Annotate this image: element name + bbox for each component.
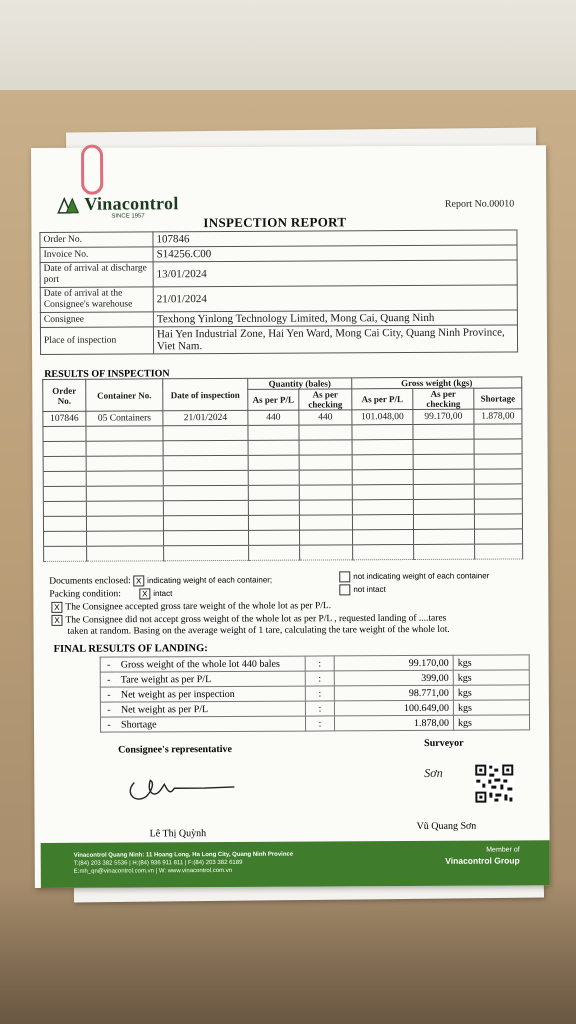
- consignee-rep-title: Consignee's representative: [118, 743, 232, 756]
- consignee-signature: [124, 762, 244, 808]
- checkbox-not-indicating-weight[interactable]: [339, 571, 350, 582]
- not-indicating-weight-label: not indicating weight of each container: [353, 571, 490, 582]
- final-label: Net weight as per P/L: [117, 701, 306, 717]
- order-info-table: [39, 229, 518, 355]
- packing-condition-row: [49, 588, 172, 600]
- col-quantity: Quantity (bales): [248, 378, 352, 390]
- checkbox-not-accepted[interactable]: X: [51, 615, 62, 626]
- cell-date: 21/01/2024: [163, 410, 248, 425]
- dash: -: [100, 672, 117, 687]
- inspection-report-paper: [31, 145, 550, 888]
- intact-label: intact: [153, 588, 173, 599]
- checkbox-indicating-weight[interactable]: X: [133, 575, 144, 586]
- indicating-weight-label: indicating weight of each container;: [147, 575, 273, 586]
- info-value: Hai Yen Industrial Zone, Hai Yen Ward, Mong Cai City, Quang Ninh Province, Viet Nam.: [153, 325, 517, 354]
- final-value: 99.170,00: [334, 655, 453, 671]
- qr-code-icon: [474, 763, 514, 803]
- col-date: Date of inspection: [163, 378, 248, 410]
- info-value: 13/01/2024: [153, 260, 517, 287]
- brand-name: Vinacontrol: [84, 193, 179, 214]
- consignee-not-accepted-row: [51, 613, 446, 626]
- final-unit: kgs: [453, 655, 529, 670]
- dash: -: [100, 657, 117, 672]
- colon: :: [305, 716, 334, 731]
- info-row: [40, 325, 517, 354]
- logo-mark-icon: [56, 194, 80, 214]
- final-unit: kgs: [453, 670, 529, 685]
- report-number: Report No.00010: [444, 198, 515, 210]
- col-qty-pl: As per P/L: [248, 389, 299, 410]
- not-indicating-row: [339, 571, 489, 583]
- cell-shortage: 1.878,00: [474, 409, 522, 424]
- accepted-text: The Consignee accepted gross tare weight of the whole lot as per P/L.: [65, 601, 332, 613]
- info-value: 107846: [153, 230, 517, 247]
- empty-row: [44, 544, 523, 562]
- not-accepted-text: The Consignee did not accept gross weight of the whole lot as per P/L , requested landing of ....tares: [65, 613, 447, 626]
- documents-enclosed-row: [49, 575, 272, 587]
- consignee-name: Lê Thị Quỳnh: [149, 828, 207, 840]
- cell-qty-pl: 440: [248, 410, 299, 425]
- footer-phones: T:(84) 203 382 5536 | H:(84) 936 911 811 | F:(84) 203 382 6189: [73, 859, 243, 867]
- col-container-no: Container No.: [86, 379, 163, 411]
- paper-clip-icon: [81, 145, 103, 195]
- cell-order-no: 107846: [43, 411, 86, 426]
- results-title: RESULTS OF INSPECTION: [44, 368, 170, 380]
- info-label: Consignee: [40, 312, 153, 328]
- final-value: 98.771,00: [334, 685, 453, 701]
- report-title: INSPECTION REPORT: [203, 214, 347, 231]
- info-label: Date of arrival at the Consignee's warehouse: [40, 287, 153, 313]
- final-results-title: FINAL RESULTS OF LANDING:: [53, 643, 208, 655]
- colon: :: [305, 656, 334, 671]
- checkbox-not-intact[interactable]: [339, 584, 350, 595]
- final-unit: kgs: [453, 700, 529, 715]
- colon: :: [305, 701, 334, 716]
- vinacontrol-logo: [56, 193, 178, 215]
- col-shortage: Shortage: [474, 388, 522, 409]
- results-table: [42, 376, 523, 562]
- dash: -: [100, 717, 117, 732]
- surveyor-name: Vũ Quang Sơn: [416, 820, 477, 832]
- documents-enclosed-label: Documents enclosed:: [49, 576, 131, 587]
- col-gw-pl: As per P/L: [352, 389, 413, 410]
- checkbox-intact[interactable]: X: [139, 588, 150, 599]
- final-label: Gross weight of the whole lot 440 bales: [117, 656, 306, 672]
- surveyor-signature: Sơn: [424, 765, 443, 780]
- dash: -: [100, 702, 117, 717]
- final-unit: kgs: [453, 685, 529, 700]
- not-intact-label: not intact: [353, 584, 386, 595]
- info-value: 21/01/2024: [153, 285, 517, 312]
- info-label: Place of inspection: [40, 327, 153, 355]
- final-label: Net weight as per inspection: [117, 686, 306, 702]
- surveyor-title: Surveyor: [424, 737, 464, 749]
- not-intact-row: [339, 584, 386, 595]
- info-label: Date of arrival at discharge port: [40, 262, 153, 288]
- group-name: Vinacontrol Group: [445, 855, 520, 866]
- col-order-no: Order No.: [43, 379, 86, 411]
- col-gross-weight: Gross weight (kgs): [352, 377, 522, 389]
- cell-gw-pl: 101.048,00: [352, 410, 413, 425]
- cell-qty-check: 440: [299, 410, 352, 425]
- info-label: Order No.: [40, 232, 153, 248]
- final-value: 1.878,00: [334, 715, 453, 731]
- col-qty-check: As per checking: [299, 389, 352, 410]
- col-gw-check: As per checking: [413, 388, 474, 409]
- final-label: Shortage: [117, 716, 306, 732]
- packing-condition-label: Packing condition:: [49, 589, 121, 600]
- consignee-accepted-row: [51, 600, 331, 612]
- checkbox-accepted[interactable]: X: [51, 602, 62, 613]
- cell-container-no: 05 Containers: [86, 411, 163, 426]
- colon: :: [305, 686, 334, 701]
- info-row: [40, 285, 517, 312]
- info-value: Texhong Yinlong Technology Limited, Mong Cai, Quang Ninh: [153, 310, 517, 327]
- dash: -: [100, 687, 117, 702]
- final-row: [100, 715, 529, 732]
- final-label: Tare weight as per P/L: [117, 671, 306, 687]
- brand-since: SINCE 1957: [111, 213, 145, 220]
- footer-address: Vinacontrol Quang Ninh: 11 Hoang Long, Ha Long City, Quang Ninh Province: [73, 851, 294, 859]
- final-value: 399,00: [334, 670, 453, 686]
- info-label: Invoice No.: [40, 247, 153, 263]
- final-results-table: [100, 654, 530, 732]
- cell-gw-check: 99.170,00: [413, 409, 474, 424]
- colon: :: [305, 671, 334, 686]
- final-value: 100.649,00: [334, 700, 453, 716]
- footer-bar: [41, 840, 550, 888]
- info-value: S14256.C00: [153, 245, 517, 262]
- member-of-label: Member of: [486, 846, 520, 854]
- final-unit: kgs: [453, 715, 529, 730]
- footer-contacts: E:mh_qn@vinacontrol.com.vn | W: www.vinacontrol.com.vn: [73, 867, 233, 875]
- info-row: [40, 260, 517, 287]
- not-accepted-text-2: taken at random. Basing on the average weight of 1 tare, calculating the tare weight of the whole lot.: [67, 624, 450, 637]
